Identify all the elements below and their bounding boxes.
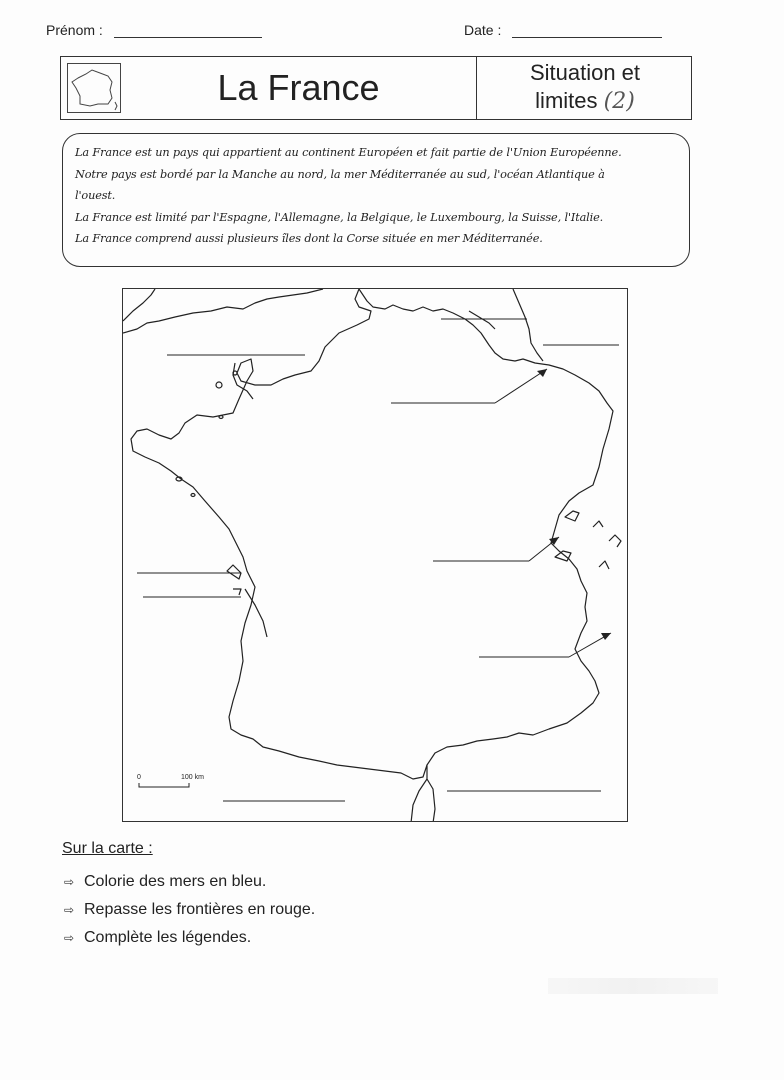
instruction-text: Colorie des mers en bleu. xyxy=(84,873,267,890)
lesson-line: La France comprend aussi plusieurs îles dont la Corse située en mer Méditerranée. xyxy=(75,232,543,245)
lesson-line: Notre pays est bordé par la Manche au nord, la mer Méditerranée au sud, l'océan Atlantique à xyxy=(75,167,605,181)
firstname-line[interactable] xyxy=(114,37,262,38)
lesson-line: La France est limité par l'Espagne, l'Allemagne, la Belgique, le Luxembourg, la Suisse, l'Italie. xyxy=(75,210,604,224)
instruction-item xyxy=(62,896,315,924)
label-lines xyxy=(137,319,619,801)
hollow-arrow-icon: ⇨ xyxy=(63,875,75,889)
instruction-text: Repasse les frontières en rouge. xyxy=(84,901,316,918)
subtitle-number: (2) xyxy=(603,89,635,114)
instruction-item xyxy=(62,924,315,952)
subtitle-line1: Situation et xyxy=(529,60,641,85)
lesson-line: l'ouest. xyxy=(75,189,116,202)
faded-stamp xyxy=(548,978,718,994)
hollow-arrow-icon: ⇨ xyxy=(63,903,75,917)
page-subtitle xyxy=(479,59,691,116)
firstname-label: Prénom : xyxy=(46,22,103,38)
scale-zero: 0 xyxy=(137,774,141,781)
instruction-text: Complète les légendes. xyxy=(84,929,252,946)
instructions xyxy=(62,840,315,952)
uk-coastline xyxy=(123,289,323,333)
france-west-coast xyxy=(131,289,427,779)
date-line[interactable] xyxy=(512,37,662,38)
title-box xyxy=(60,56,692,120)
lesson-line: La France est un pays qui appartient au continent Européen et fait partie de l'Union Européenne. xyxy=(75,146,622,159)
instructions-heading: Sur la carte : xyxy=(62,840,153,857)
map-frame xyxy=(122,288,628,822)
subtitle-line2: limites xyxy=(535,88,598,113)
hollow-arrow-icon: ⇨ xyxy=(63,931,75,945)
map-scale-bar xyxy=(139,783,189,787)
scale-label: 100 km xyxy=(181,774,204,781)
instruction-item xyxy=(62,868,315,896)
date-label: Date : xyxy=(464,22,502,38)
page-title: La France xyxy=(121,57,477,119)
france-border xyxy=(359,289,613,822)
lesson-text-box xyxy=(62,133,690,267)
france-thumbnail-icon xyxy=(67,63,121,113)
